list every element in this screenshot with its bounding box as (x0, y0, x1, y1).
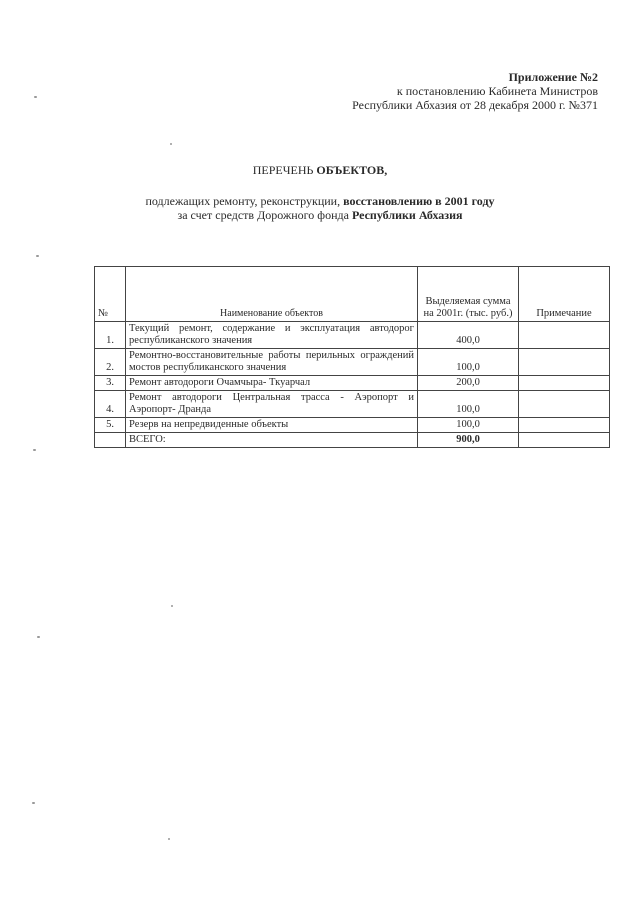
table-row (95, 349, 610, 376)
row-sum: 100,0 (418, 418, 519, 433)
row-num: 5. (95, 418, 126, 433)
header-num: № (95, 267, 126, 322)
row-note (519, 349, 610, 376)
scan-speck (36, 255, 39, 257)
resolution-line-2: Республики Абхазия от 28 декабря 2000 г. №371 (352, 98, 598, 112)
row-note (519, 322, 610, 349)
row-sum: 100,0 (418, 391, 519, 418)
table-row (95, 322, 610, 349)
scan-speck (33, 449, 36, 451)
total-sum: 900,0 (418, 433, 519, 448)
header-note: Примечание (519, 267, 610, 322)
subtitle-line2-normal: за счет средств Дорожного фонда (177, 208, 352, 222)
row-num: 2. (95, 349, 126, 376)
table-total-row (95, 433, 610, 448)
page-title (0, 163, 640, 178)
table-row (95, 391, 610, 418)
row-note (519, 418, 610, 433)
objects-table (94, 266, 610, 448)
header-name: Наименование объектов (126, 267, 418, 322)
total-num (95, 433, 126, 448)
page-subtitle (0, 194, 640, 222)
row-name: Резерв на непредвиденные объекты (126, 418, 418, 433)
title-prefix: ПЕРЕЧЕНЬ (252, 163, 317, 177)
row-name: Ремонт автодороги Центральная трасса - Аэропорт и Аэропорт- Дранда (126, 391, 418, 418)
subtitle-line2-bold: Республики Абхазия (351, 208, 463, 222)
table-row (95, 418, 610, 433)
row-sum: 100,0 (418, 349, 519, 376)
appendix-label: Приложение №2 (508, 70, 598, 84)
document-header (352, 70, 598, 112)
row-num: 3. (95, 376, 126, 391)
scan-speck (34, 96, 37, 98)
scan-speck (170, 143, 172, 145)
row-num: 4. (95, 391, 126, 418)
row-sum: 200,0 (418, 376, 519, 391)
row-name: Текущий ремонт, содержание и эксплуатация автодорог республиканского значения (126, 322, 418, 349)
subtitle-line1-bold: восстановлению в 2001 году (343, 194, 495, 208)
header-sum: Выделяемая сумма на 2001г. (тыс. руб.) (418, 267, 519, 322)
subtitle-line1-normal: подлежащих ремонту, реконструкции, (145, 194, 344, 208)
row-name: Ремонтно-восстановительные работы перильных ограждений мостов республиканского значения (126, 349, 418, 376)
row-note (519, 391, 610, 418)
row-sum: 400,0 (418, 322, 519, 349)
resolution-line-1: к постановлению Кабинета Министров (396, 84, 598, 98)
scan-speck (171, 605, 173, 607)
title-bold: ОБЪЕКТОВ, (316, 163, 388, 177)
table-row (95, 376, 610, 391)
total-label: ВСЕГО: (126, 433, 418, 448)
table-header-row (95, 267, 610, 322)
scan-speck (168, 838, 170, 840)
row-note (519, 376, 610, 391)
scan-speck (37, 636, 40, 638)
row-name: Ремонт автодороги Очамчыра- Ткуарчал (126, 376, 418, 391)
row-num: 1. (95, 322, 126, 349)
scan-speck (32, 802, 35, 804)
total-note (519, 433, 610, 448)
